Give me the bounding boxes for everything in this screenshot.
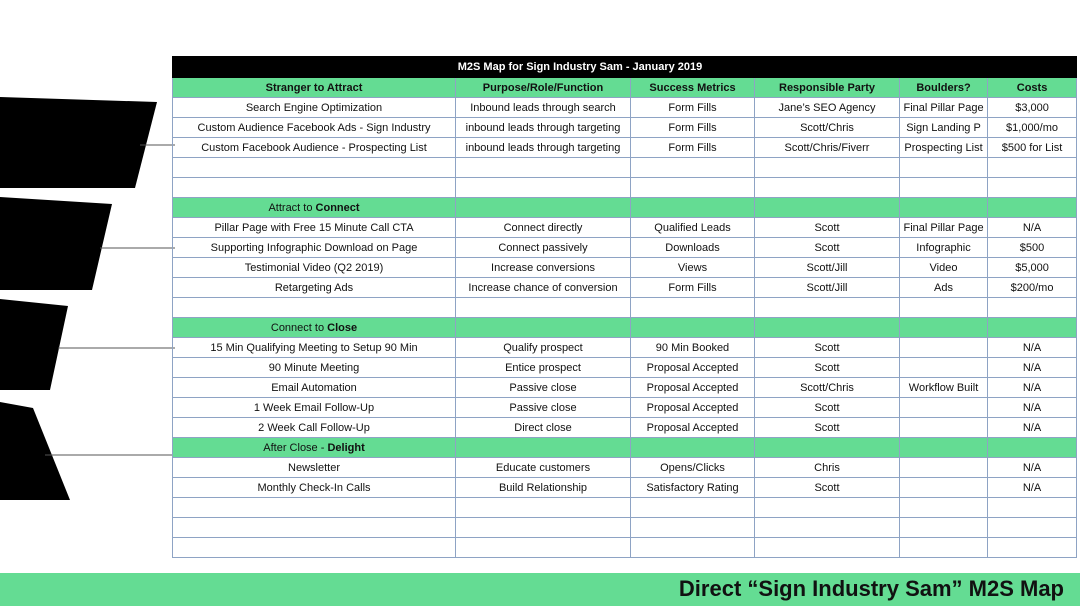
empty-row	[173, 298, 1077, 318]
cell: Scott	[755, 218, 900, 238]
cell: Final Pillar Page	[900, 98, 988, 118]
table-row	[173, 338, 1077, 358]
table-row	[173, 118, 1077, 138]
cell: Views	[631, 258, 755, 278]
cell: Pillar Page with Free 15 Minute Call CTA	[173, 218, 456, 238]
cell: Opens/Clicks	[631, 458, 755, 478]
table-row	[173, 478, 1077, 498]
empty-row	[173, 158, 1077, 178]
cell: Infographic	[900, 238, 988, 258]
cell: Newsletter	[173, 458, 456, 478]
cell: Chris	[755, 458, 900, 478]
cell: Satisfactory Rating	[631, 478, 755, 498]
cell: Proposal Accepted	[631, 358, 755, 378]
table-row	[173, 218, 1077, 238]
footer-bar	[0, 573, 1080, 606]
table-row	[173, 238, 1077, 258]
header-purpose: Purpose/Role/Function	[456, 78, 631, 98]
section-row-connect	[173, 198, 1077, 218]
cell: Proposal Accepted	[631, 418, 755, 438]
cell: inbound leads through targeting	[456, 118, 631, 138]
table-row	[173, 358, 1077, 378]
cell: Scott/Jill	[755, 278, 900, 298]
cell: Form Fills	[631, 118, 755, 138]
cell: Educate customers	[456, 458, 631, 478]
cell: N/A	[988, 338, 1077, 358]
table-title-row	[173, 57, 1077, 78]
header-boulders: Boulders?	[900, 78, 988, 98]
cell: Scott	[755, 358, 900, 378]
cell: $5,000	[988, 258, 1077, 278]
cell: Scott	[755, 418, 900, 438]
cell: Downloads	[631, 238, 755, 258]
cell: Scott/Chris/Fiverr	[755, 138, 900, 158]
cell: Increase conversions	[456, 258, 631, 278]
funnel-stage-close	[0, 299, 68, 390]
cell: Form Fills	[631, 138, 755, 158]
cell: 1 Week Email Follow-Up	[173, 398, 456, 418]
cell: N/A	[988, 398, 1077, 418]
cell: Video	[900, 258, 988, 278]
cell	[900, 418, 988, 438]
cell: Build Relationship	[456, 478, 631, 498]
cell: 15 Min Qualifying Meeting to Setup 90 Min	[173, 338, 456, 358]
m2s-map-table	[172, 56, 1077, 558]
section-label-connect: Attract to Connect	[173, 198, 456, 218]
cell: Form Fills	[631, 278, 755, 298]
cell: Scott	[755, 398, 900, 418]
table-row	[173, 278, 1077, 298]
cell: Form Fills	[631, 98, 755, 118]
cell: Connect directly	[456, 218, 631, 238]
cell: Testimonial Video (Q2 2019)	[173, 258, 456, 278]
cell: Scott	[755, 238, 900, 258]
funnel-graphic	[0, 0, 175, 520]
header-costs: Costs	[988, 78, 1077, 98]
cell: inbound leads through targeting	[456, 138, 631, 158]
cell: $1,000/mo	[988, 118, 1077, 138]
cell	[900, 338, 988, 358]
funnel-stage-delight	[0, 402, 70, 500]
section-label-delight: After Close - Delight	[173, 438, 456, 458]
table-row	[173, 378, 1077, 398]
cell: N/A	[988, 378, 1077, 398]
cell: Search Engine Optimization	[173, 98, 456, 118]
cell: Proposal Accepted	[631, 398, 755, 418]
table-title: M2S Map for Sign Industry Sam - January 2019	[173, 57, 988, 78]
cell: Supporting Infographic Download on Page	[173, 238, 456, 258]
cell: N/A	[988, 478, 1077, 498]
header-metrics: Success Metrics	[631, 78, 755, 98]
empty-row	[173, 538, 1077, 558]
cell: Jane’s SEO Agency	[755, 98, 900, 118]
section-row-close	[173, 318, 1077, 338]
table-header-row	[173, 78, 1077, 98]
cell: Scott	[755, 478, 900, 498]
cell: $3,000	[988, 98, 1077, 118]
section-label-close: Connect to Close	[173, 318, 456, 338]
cell: Scott/Chris	[755, 378, 900, 398]
cell: N/A	[988, 218, 1077, 238]
cell: Email Automation	[173, 378, 456, 398]
cell: Retargeting Ads	[173, 278, 456, 298]
cell: 90 Minute Meeting	[173, 358, 456, 378]
cell: Scott/Jill	[755, 258, 900, 278]
cell: Custom Audience Facebook Ads - Sign Industry	[173, 118, 456, 138]
funnel-stage-connect	[0, 197, 112, 290]
cell: Final Pillar Page	[900, 218, 988, 238]
cell: $500 for List	[988, 138, 1077, 158]
table-row	[173, 258, 1077, 278]
cell: Workflow Built	[900, 378, 988, 398]
cell	[900, 458, 988, 478]
header-responsible: Responsible Party	[755, 78, 900, 98]
m2s-table-container	[172, 56, 1076, 558]
cell	[900, 358, 988, 378]
cell: Scott	[755, 338, 900, 358]
cell	[900, 398, 988, 418]
cell: N/A	[988, 418, 1077, 438]
table-row	[173, 418, 1077, 438]
header-stage: Stranger to Attract	[173, 78, 456, 98]
cell: N/A	[988, 458, 1077, 478]
cell: Qualify prospect	[456, 338, 631, 358]
cell: $200/mo	[988, 278, 1077, 298]
cell: Increase chance of conversion	[456, 278, 631, 298]
table-row	[173, 398, 1077, 418]
cell: $500	[988, 238, 1077, 258]
cell: Scott/Chris	[755, 118, 900, 138]
cell: N/A	[988, 358, 1077, 378]
cell: Prospecting List	[900, 138, 988, 158]
cell: Entice prospect	[456, 358, 631, 378]
empty-row	[173, 498, 1077, 518]
cell: Custom Facebook Audience - Prospecting List	[173, 138, 456, 158]
empty-row	[173, 518, 1077, 538]
cell	[900, 478, 988, 498]
title-blank-cell	[988, 57, 1077, 78]
table-row	[173, 138, 1077, 158]
cell: 2 Week Call Follow-Up	[173, 418, 456, 438]
cell: Passive close	[456, 378, 631, 398]
cell: 90 Min Booked	[631, 338, 755, 358]
cell: Inbound leads through search	[456, 98, 631, 118]
cell: Monthly Check-In Calls	[173, 478, 456, 498]
footer-title: Direct “Sign Industry Sam” M2S Map	[678, 576, 1064, 601]
funnel-stage-attract	[0, 97, 157, 188]
table-row	[173, 98, 1077, 118]
cell: Ads	[900, 278, 988, 298]
empty-row	[173, 178, 1077, 198]
table-row	[173, 458, 1077, 478]
cell: Passive close	[456, 398, 631, 418]
cell: Direct close	[456, 418, 631, 438]
cell: Sign Landing P	[900, 118, 988, 138]
cell: Qualified Leads	[631, 218, 755, 238]
section-row-delight	[173, 438, 1077, 458]
cell: Proposal Accepted	[631, 378, 755, 398]
cell: Connect passively	[456, 238, 631, 258]
